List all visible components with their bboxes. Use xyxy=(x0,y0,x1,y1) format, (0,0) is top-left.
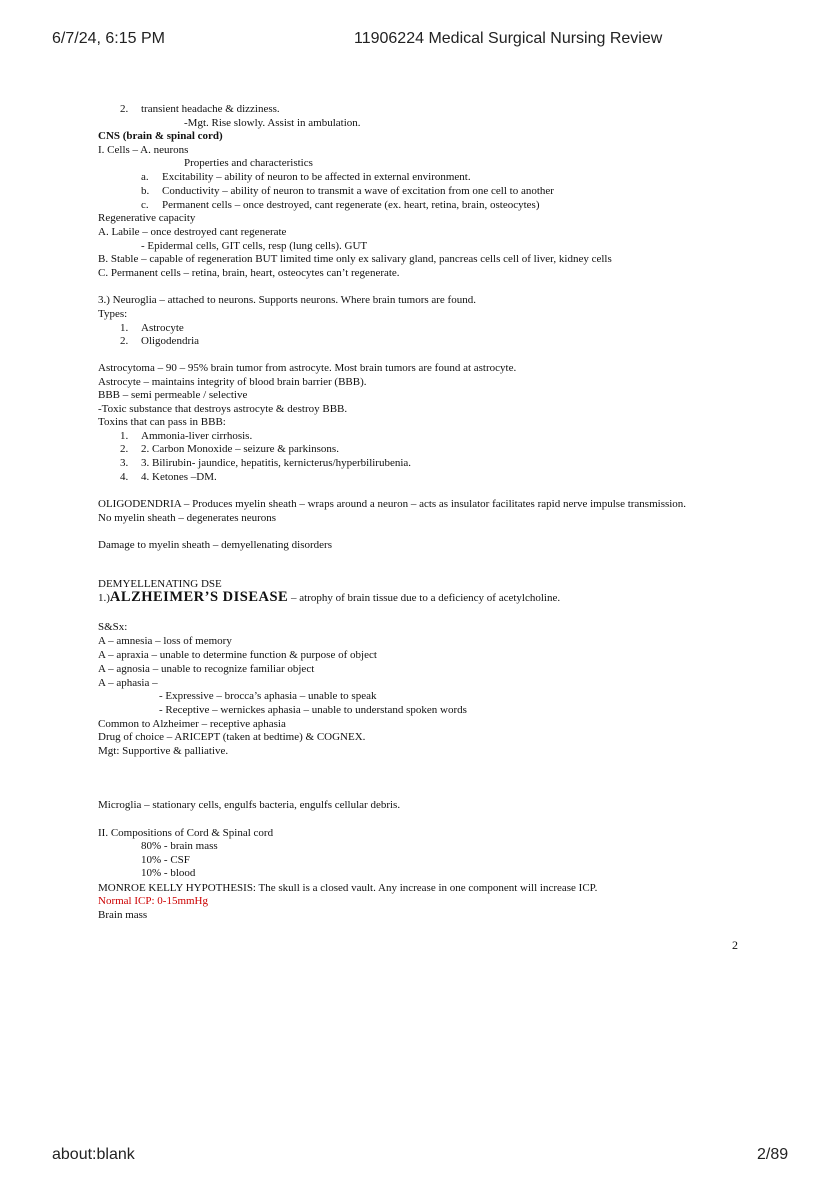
text-line: 2. Carbon Monoxide – seizure & parkinsons. xyxy=(141,443,339,455)
list-marker: c. xyxy=(141,199,149,211)
text-line: OLIGODENDRIA – Produces myelin sheath – wraps around a neuron – acts as insulator facilitates rapid nerve impulse transmission. xyxy=(98,498,687,510)
text-line: A – amnesia – loss of memory xyxy=(98,635,232,647)
text-line: 10% - blood xyxy=(141,867,196,879)
footer-url: about:blank xyxy=(52,1146,135,1163)
text-line: Astrocyte xyxy=(141,322,184,334)
text-line: Excitability – ability of neuron to be affected in external environment. xyxy=(162,171,471,183)
text-line: BBB – semi permeable / selective xyxy=(98,389,248,401)
list-marker: 2. xyxy=(120,443,129,455)
list-marker: a. xyxy=(141,171,149,183)
section-heading: ALZHEIMER’S DISEASE xyxy=(109,589,289,605)
list-marker: b. xyxy=(141,185,150,197)
text-line: No myelin sheath – degenerates neurons xyxy=(98,512,277,524)
text-line: Regenerative capacity xyxy=(98,212,196,224)
text-line: CNS (brain & spinal cord) xyxy=(98,130,223,142)
text-line: 10% - CSF xyxy=(141,854,190,866)
text-line: B. Stable – capable of regeneration BUT limited time only ex salivary gland, pancreas cells cell of liver, kidney cells xyxy=(98,253,612,265)
list-marker: 2. xyxy=(120,103,129,115)
list-marker: 1. xyxy=(120,322,129,334)
text-line: Mgt: Supportive & palliative. xyxy=(98,745,229,757)
text-line: transient headache & dizziness. xyxy=(141,103,280,115)
text-line: 3.) Neuroglia – attached to neurons. Supports neurons. Where brain tumors are found. xyxy=(98,294,476,306)
header-datetime: 6/7/24, 6:15 PM xyxy=(52,30,165,47)
text-line xyxy=(98,591,560,605)
text-line: 80% - brain mass xyxy=(141,840,218,852)
section-prefix: 1.) xyxy=(98,592,110,604)
text-line: 4. Ketones –DM. xyxy=(141,471,217,483)
footer-page-count: 2/89 xyxy=(757,1146,789,1163)
text-line: S&Sx: xyxy=(98,621,128,633)
text-line: - Epidermal cells, GIT cells, resp (lung cells). GUT xyxy=(141,240,368,252)
list-marker: 3. xyxy=(120,457,129,469)
text-line: -Toxic substance that destroys astrocyte & destroy BBB. xyxy=(98,403,348,415)
text-line: A – aphasia – xyxy=(98,677,158,689)
text-line: Toxins that can pass in BBB: xyxy=(98,416,226,428)
text-line: DEMYELLENATING DSE xyxy=(98,578,222,590)
text-line: Damage to myelin sheath – demyellenating disorders xyxy=(98,539,332,551)
text-line: Common to Alzheimer – receptive aphasia xyxy=(98,718,286,730)
list-marker: 4. xyxy=(120,471,129,483)
text-line: A. Labile – once destroyed cant regenerate xyxy=(98,226,287,238)
text-line: -Mgt. Rise slowly. Assist in ambulation. xyxy=(184,117,361,129)
section-description: – atrophy of brain tissue due to a deficiency of acetylcholine. xyxy=(288,592,561,604)
text-line: Normal ICP: 0-15mmHg xyxy=(98,895,208,907)
text-line: 3. Bilirubin- jaundice, hepatitis, kernicterus/hyperbilirubenia. xyxy=(141,457,412,469)
text-line: Properties and characteristics xyxy=(184,157,313,169)
text-line: Types: xyxy=(98,308,128,320)
text-line: A – apraxia – unable to determine function & purpose of object xyxy=(98,649,377,661)
text-line: Brain mass xyxy=(98,909,148,921)
text-line: Oligodendria xyxy=(141,335,200,347)
text-line: MONROE KELLY HYPOTHESIS: The skull is a closed vault. Any increase in one component will increase ICP. xyxy=(98,882,598,894)
text-line: Permanent cells – once destroyed, cant regenerate (ex. heart, retina, brain, osteocytes) xyxy=(162,199,540,211)
text-line: II. Compositions of Cord & Spinal cord xyxy=(98,827,274,839)
header-title: 11906224 Medical Surgical Nursing Review xyxy=(354,30,663,47)
text-line: - Expressive – brocca’s aphasia – unable to speak xyxy=(159,690,377,702)
text-line: Conductivity – ability of neuron to transmit a wave of excitation from one cell to another xyxy=(162,185,554,197)
text-line: - Receptive – wernickes aphasia – unable to understand spoken words xyxy=(159,704,467,716)
text-line: Drug of choice – ARICEPT (taken at bedtime) & COGNEX. xyxy=(98,731,366,743)
text-line: Microglia – stationary cells, engulfs bacteria, engulfs cellular debris. xyxy=(98,799,401,811)
list-marker: 1. xyxy=(120,430,129,442)
page-number: 2 xyxy=(732,938,738,952)
text-line: Astrocyte – maintains integrity of blood brain barrier (BBB). xyxy=(98,376,367,388)
text-line: Astrocytoma – 90 – 95% brain tumor from astrocyte. Most brain tumors are found at astrocyte. xyxy=(98,362,517,374)
list-marker: 2. xyxy=(120,335,129,347)
text-line: C. Permanent cells – retina, brain, heart, osteocytes can’t regenerate. xyxy=(98,267,400,279)
text-line: Ammonia-liver cirrhosis. xyxy=(141,430,253,442)
text-line: A – agnosia – unable to recognize familiar object xyxy=(98,663,315,675)
text-line: I. Cells – A. neurons xyxy=(98,144,189,156)
